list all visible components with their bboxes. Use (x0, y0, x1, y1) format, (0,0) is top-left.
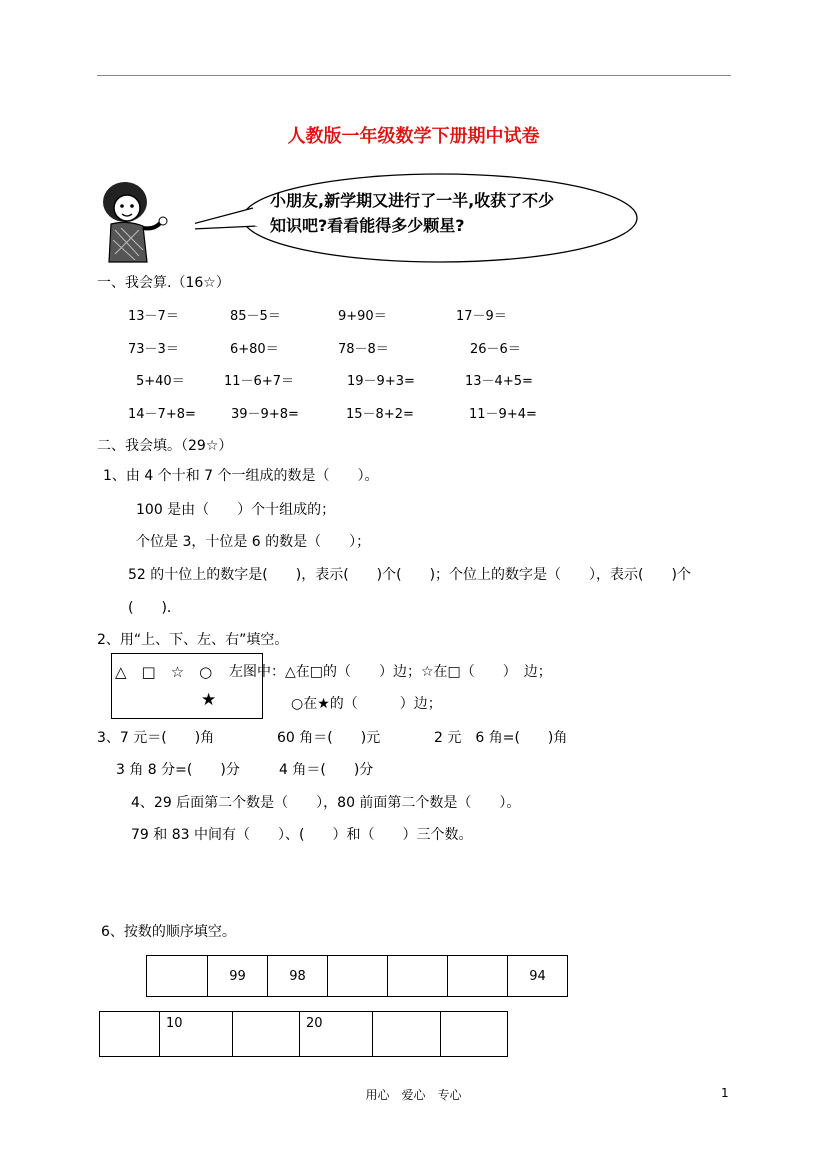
seq1-cell: 98 (268, 956, 328, 997)
q1: 1、由 4 个十和 7 个一组成的数是（ ）。 (103, 468, 379, 484)
header-rule (97, 75, 731, 76)
q3e: 4 角＝( )分 (279, 762, 374, 778)
seq1-cell[interactable] (448, 956, 508, 997)
calc-4-1: 14－7+8= (128, 407, 196, 422)
calc-3-1: 5+40＝ (136, 374, 185, 389)
q1d: ( )． (128, 600, 181, 616)
q4b: 79 和 83 中间有（ ）、( ）和（ ）三个数。 (131, 827, 473, 843)
calc-4-3: 15－8+2= (346, 407, 414, 422)
calc-2-4: 26－6＝ (470, 342, 521, 357)
calc-1-2: 85－5＝ (230, 309, 281, 324)
calc-3-3: 19－9+3= (347, 374, 415, 389)
page-title: 人教版一年级数学下册期中试卷 (287, 126, 540, 147)
sequence-table-2 (99, 1011, 508, 1057)
q3a: 3、7 元＝( )角 (97, 730, 215, 746)
calc-4-2: 39－9+8= (231, 407, 299, 422)
q2a: 左图中：△在□的（ ）边；☆在□（ ） 边； (229, 664, 552, 680)
bubble-line-1: 小朋友,新学期又进行了一半,收获了不少 (270, 191, 555, 210)
q3b: 60 角＝( )元 (277, 730, 381, 746)
seq2-cell[interactable] (233, 1012, 300, 1057)
q3d: 3 角 8 分=( )分 (116, 762, 240, 778)
seq2-cell: 10 (160, 1012, 233, 1057)
calc-3-2: 11－6+7＝ (224, 374, 294, 389)
calc-3-4: 13－4+5= (465, 374, 533, 389)
q3c: 2 元 6 角=( )角 (434, 730, 568, 746)
seq1-cell: 99 (208, 956, 268, 997)
page-number: 1 (721, 1086, 729, 1100)
q2: 2、用“上、下、左、右”填空。 (97, 632, 289, 648)
q1a: 100 是由（ ）个十组成的； (136, 502, 336, 518)
q4: 4、29 后面第二个数是（ ），80 前面第二个数是（ ）。 (131, 795, 521, 811)
calc-1-4: 17－9＝ (456, 309, 507, 324)
girl-illustration-icon (95, 180, 175, 270)
bubble-text (270, 188, 554, 238)
section1-heading: 一、我会算.（16☆） (97, 275, 230, 291)
shapes-row: △ □ ☆ ○ (115, 663, 213, 681)
section2-heading: 二、我会填。（29☆） (97, 438, 233, 454)
bubble-line-2: 知识吧?看看能得多少颗星? (270, 216, 465, 235)
seq1-cell: 94 (508, 956, 568, 997)
calc-1-1: 13－7＝ (128, 309, 179, 324)
footer-slogan: 用心 爱心 专心 (365, 1088, 462, 1102)
calc-2-2: 6+80＝ (230, 342, 279, 357)
seq2-cell[interactable] (373, 1012, 441, 1057)
calc-4-4: 11－9+4= (469, 407, 537, 422)
seq2-cell[interactable] (100, 1012, 160, 1057)
sequence-table-1 (146, 955, 568, 997)
q1c: 52 的十位上的数字是( )，表示( )个( )；个位上的数字是（ ），表示( )个 (128, 567, 691, 583)
filled-star-icon: ★ (201, 690, 217, 710)
calc-2-1: 73－3＝ (128, 342, 179, 357)
seq2-cell: 20 (300, 1012, 373, 1057)
q2b: ○在★的（ ）边； (291, 696, 442, 712)
q1b: 个位是 3，十位是 6 的数是（ ）； (136, 534, 371, 550)
seq1-cell[interactable] (388, 956, 448, 997)
q6: 6、按数的顺序填空。 (101, 924, 236, 940)
seq1-cell[interactable] (328, 956, 388, 997)
seq1-cell[interactable] (147, 956, 208, 997)
calc-2-3: 78－8＝ (338, 342, 389, 357)
seq2-cell[interactable] (441, 1012, 508, 1057)
calc-1-3: 9+90＝ (338, 309, 387, 324)
